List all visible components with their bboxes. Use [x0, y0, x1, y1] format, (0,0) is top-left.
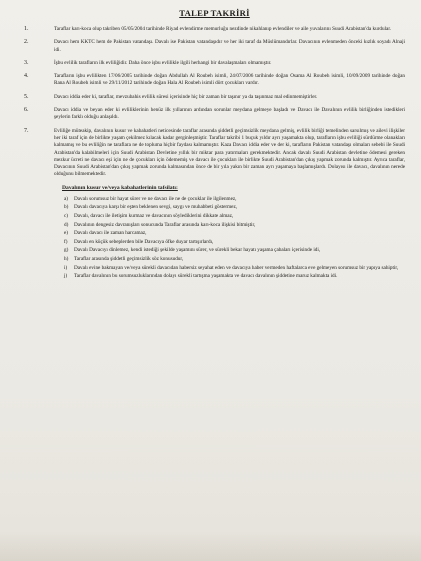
paragraph-text: İşbu evlilik tarafların ilk evliliğidir. Daha önce işbu evlilikle ilgili herhangi bir davalaşmaları olmamıştır.: [54, 59, 272, 66]
paragraph-text: Davacı iddia ve beyan eder ki evliliklerinin henüz ilk yıllarının ardından sorunlar meydana gelmeye başladı ve Davacı ile Davalının evlilik birliğinden istedikleri şeylerin farklı olduğu anlaşıldı.: [54, 107, 405, 121]
list-item-text: Davalının dengesiz davranışları sonucunda Taraflar arasında karı-koca ilişkisi bitmiştir,: [74, 221, 256, 228]
paragraph-text: Evliliğe müteakip, davalının kusur ve kabahatleri neticesinde taraflar arasında şiddetli geçimsizlik meydana gelmiş, evlilik birliği temelinden sarsılmış ve ailevi ilişkiler her iki taraf için de birlikte yaşam çekilmez kılacak kadar gerginleşmiştir. Taraflar takribi 1 buçuk yıldır ayrı yaşamakta olup, tarafların işbu evliliği sürdürme olanakları kalmamış ve bu evliliğin ne taraflara ne de topluma hiçbir faydası kalmamıştır. Kaza Davacı iddia eder ve der ki, tarafların Pakistan vatandaşı olmaları sebebi ile Suudi Arabistan'da kalabilmeleri için Suudi Arabistan Devletine yıllık bir miktar para yatırmaları gerekmektedir. Ancak davalı Suudi Arabistan devletine ödemesi gereken mezkur ücreti ne davacı eşi için ne de çocukları için ödememiş ve davacı ile çocukları ile birlikte Suudi Arabistan'dan çıkış yapmak zorunda kalmıştır. Ayrıca taraflar, Davacının Suudi Arabistan'dan çıkış yapmak zorunda kalmasından önce de bir yıla yakın bir zaman ayrı yaşamaya başlamışlardı. Dolayısı ile davacı, davalının nerede olduğunu bilmemektedir.: [54, 127, 405, 178]
list-item-text: Taraflar arasında şiddetli geçimsizlik söz konusudur,: [74, 255, 184, 262]
list-letter: i): [64, 264, 68, 271]
list-item: [64, 196, 405, 203]
paragraph-number: 7.: [24, 127, 29, 134]
paragraph-number: 3.: [24, 59, 29, 66]
list-letter: f): [64, 238, 68, 245]
paragraph-text: Taraflar karı-koca olup takriben 05/05/2004 tarihinde Riyad evlendirme memurluğu nezdinde nikahlanıp evlendiler ve aile yuvalarını Suudi Arabistan'da kurdular.: [54, 26, 392, 32]
paragraph-4: [24, 73, 405, 88]
paragraph-2: [24, 39, 405, 54]
faults-list: [64, 196, 405, 281]
list-item: [64, 256, 405, 263]
paragraph-5: [24, 94, 405, 101]
list-item: [64, 230, 405, 237]
list-item: [64, 273, 405, 280]
paragraph-number: 6.: [24, 107, 29, 114]
list-letter: d): [64, 221, 69, 228]
list-letter: j): [64, 273, 68, 280]
paragraph-number: 5.: [24, 93, 29, 100]
paragraph-text: Tarafların işbu evlilikten 17/06/2005 tarihinde doğan Abdullah Al Roubeh isimli, 24/07/2006 tarihinde doğan Osama Al Roubeh isimli, 10/09/2009 tarihinde doğan Rana Al Roubeh isimli ve 29/11/2012 tarihinde doğan Hala Al Roubeh isimli dört çocukları vardır.: [54, 73, 405, 87]
paragraph-number: 2.: [24, 39, 29, 46]
list-letter: c): [64, 212, 69, 219]
numbered-paragraphs: [24, 26, 405, 179]
paragraph-number: 1.: [24, 26, 29, 32]
list-letter: e): [64, 230, 69, 237]
list-item: [64, 239, 405, 246]
list-item: [64, 222, 405, 229]
list-item-text: Davalı sorumsuz bir hayat sürer ve ne davacı ile ne de çocuklar ile ilgilenmez,: [74, 195, 237, 202]
list-item-text: Davalı evine bakmayan ve/veya sürekli davacıdan habersiz seyahat eden ve davacıya haber vermeden haftalarca eve gelmeyen sorumsuz bir yapıya sahiptir,: [74, 264, 399, 271]
list-item: [64, 213, 405, 220]
paragraph-3: [24, 60, 405, 67]
list-letter: b): [64, 204, 69, 211]
list-letter: g): [64, 247, 69, 254]
paragraph-6: [24, 107, 405, 122]
list-item-text: Davalı en küçük sebeplerden bile Davacıya öfke duyar tartışırlardı,: [74, 238, 214, 245]
paragraph-7: [24, 128, 405, 179]
list-item-text: Davalı davacıya karşı bir eşten beklenen sevgi, saygı ve muhabbeti göstermez,: [74, 204, 238, 211]
list-item-text: Davalı davacı ile zaman harcamaz,: [74, 230, 147, 237]
page-title: TALEP TAKRİRİ: [179, 8, 250, 18]
paragraph-text: Davacı hem KKTC hem de Pakistan vatandaşı. Davalı ise Pakistan vatandaşıdır ve her iki taraf da Müslümandırlar. Davacının evlenmeden önceki kızlık soyadı Alnaji idi.: [54, 39, 405, 53]
list-letter: a): [64, 195, 69, 202]
paragraph-1: [24, 26, 405, 33]
paragraph-number: 4.: [24, 73, 29, 80]
list-item-text: Davalı, davacı ile iletişim kurmaz ve davacının söylediklerini dikkate almaz,: [74, 212, 234, 219]
list-item-text: Davalı Davacıyı dinlemez, kendi istediği şekilde yaşamını sürer, ve sürekli bekar hayatı yaşama çabaları içerisinde idi,: [74, 247, 321, 254]
paragraph-text: Davacı iddia eder ki, taraflar, mevzubahis evlilik süresi içerisinde hiç bir zaman bir taşınır ya da taşınmaz mal edinmemiştirler.: [54, 93, 318, 100]
list-item: [64, 247, 405, 254]
paper-shadow: [0, 531, 421, 561]
faults-heading: Davalının kusur ve/veya kabahatlerinin tafsilatı:: [62, 184, 178, 191]
list-item: [64, 204, 405, 211]
list-item: [64, 265, 405, 272]
list-letter: h): [64, 255, 69, 262]
list-item-text: Taraflar davalının bu sorumsuzluklarından dolayı sürekli tartışma yaşamakta ve davacı davalının şiddetine maruz kalmakta idi.: [74, 273, 338, 280]
